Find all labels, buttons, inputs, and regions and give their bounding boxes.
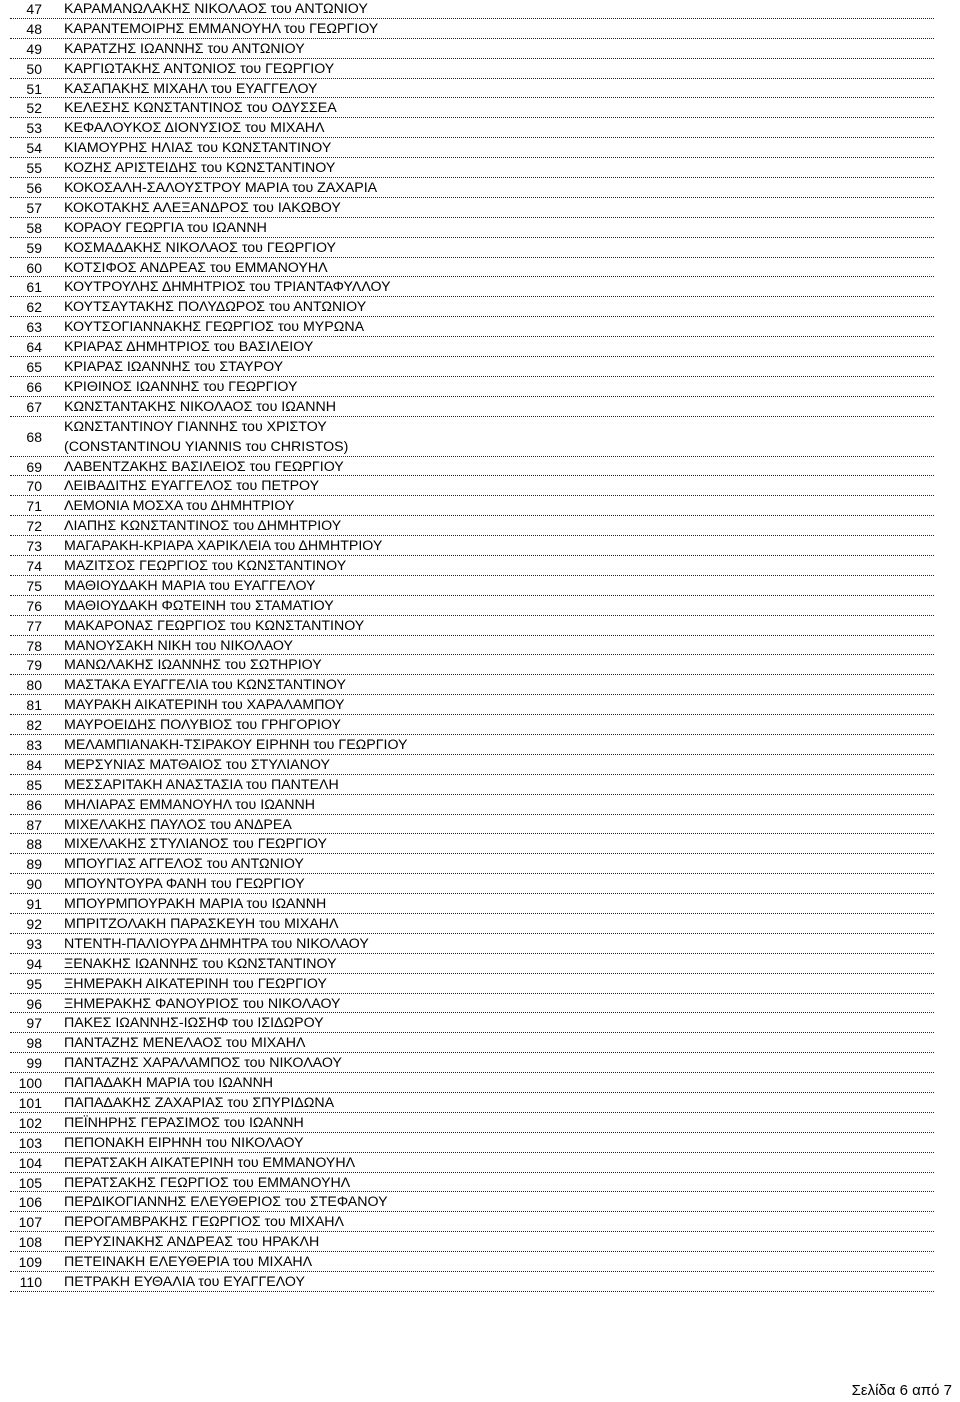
list-item	[0, 40, 960, 60]
dotted-divider	[10, 376, 934, 377]
dotted-divider	[10, 137, 934, 138]
list-item	[0, 1094, 960, 1114]
entry-number: 82	[26, 717, 42, 734]
entry-name	[64, 418, 348, 458]
entry-number: 79	[26, 657, 42, 674]
entry-name-line: ΜΑΥΡΟΕΙΔΗΣ ΠΟΛΥΒΙΟΣ του ΓΡΗΓΟΡΙΟΥ	[64, 717, 341, 734]
list-item	[0, 477, 960, 497]
entry-number: 76	[26, 597, 42, 614]
list-item	[0, 0, 960, 20]
dotted-divider	[10, 1132, 934, 1133]
dotted-divider	[10, 78, 934, 79]
entry-name-line: ΜΑΘΙΟΥΔΑΚΗ ΜΑΡΙΑ του ΕΥΑΓΓΕΛΟΥ	[64, 577, 316, 594]
entry-number: 75	[26, 577, 42, 594]
dotted-divider	[10, 18, 934, 19]
entry-name-line: ΛΑΒΕΝΤΖΑΚΗΣ ΒΑΣΙΛΕΙΟΣ του ΓΕΩΡΓΙΟΥ	[64, 458, 344, 475]
entry-number: 56	[26, 180, 42, 197]
entry-number: 69	[26, 458, 42, 475]
dotted-divider	[10, 237, 934, 238]
dotted-divider	[10, 1152, 934, 1153]
entry-name-line: ΚΕΛΕΣΗΣ ΚΩΝΣΤΑΝΤΙΝΟΣ του ΟΔΥΣΣΕΑ	[64, 100, 337, 117]
list-item	[0, 1074, 960, 1094]
list-item	[0, 557, 960, 577]
dotted-divider	[10, 257, 934, 258]
list-item	[0, 358, 960, 378]
entry-number: 71	[26, 498, 42, 515]
entry-number: 49	[26, 40, 42, 57]
dotted-divider	[10, 575, 934, 576]
list-item	[0, 796, 960, 816]
entry-name-line: ΚΡΙΘΙΝΟΣ ΙΩΑΝΝΗΣ του ΓΕΩΡΓΙΟΥ	[64, 378, 298, 395]
dotted-divider	[10, 1271, 934, 1272]
entry-name-line: ΚΑΡΑΝΤΕΜΟΙΡΗΣ ΕΜΜΑΝΟΥΗΛ του ΓΕΩΡΓΙΟΥ	[64, 20, 379, 37]
entry-number: 53	[26, 120, 42, 137]
entry-name-line: ΝΤΕΝΤΗ-ΠΑΛΙΟΥΡΑ ΔΗΜΗΤΡΑ του ΝΙΚΟΛΑΟΥ	[64, 935, 369, 952]
entry-number: 86	[26, 796, 42, 813]
entry-name-line: ΚΟΤΣΙΦΟΣ ΑΝΔΡΕΑΣ του ΕΜΜΑΝΟΥΗΛ	[64, 259, 328, 276]
dotted-divider	[10, 694, 934, 695]
entry-name-line: ΚΑΡΓΙΩΤΑΚΗΣ ΑΝΤΩΝΙΟΣ του ΓΕΩΡΓΙΟΥ	[64, 60, 335, 77]
dotted-divider	[10, 396, 934, 397]
list-item	[0, 219, 960, 239]
dotted-divider	[10, 416, 934, 417]
entry-name-line: ΠΕΡΑΤΣΑΚΗΣ ΓΕΩΡΓΙΟΣ του ΕΜΜΑΝΟΥΗΛ	[64, 1174, 351, 1191]
list-item	[0, 975, 960, 995]
dotted-divider	[10, 1072, 934, 1073]
dotted-divider	[10, 714, 934, 715]
entry-number: 72	[26, 518, 42, 535]
entry-name-line: ΠΕΡΑΤΣΑΚΗ ΑΙΚΑΤΕΡΙΝΗ του ΕΜΜΑΝΟΥΗΛ	[64, 1154, 356, 1171]
page-number: Σελίδα 6 από 7	[851, 1382, 952, 1399]
list-item	[0, 1253, 960, 1273]
entry-number: 110	[19, 1274, 42, 1291]
dotted-divider	[10, 833, 934, 834]
entry-name-line: ΠΑΠΑΔΑΚΗΣ ΖΑΧΑΡΙΑΣ του ΣΠΥΡΙΔΩΝΑ	[64, 1095, 335, 1111]
list-item	[0, 60, 960, 80]
list-item	[0, 895, 960, 915]
entry-name-line: ΚΟΣΜΑΔΑΚΗΣ ΝΙΚΟΛΑΟΣ του ΓΕΩΡΓΙΟΥ	[64, 239, 336, 256]
entry-name-line: (CONSTANTINOU YIANNIS του CHRISTOS)	[64, 438, 349, 455]
list-item	[0, 259, 960, 279]
list-item	[0, 756, 960, 776]
dotted-divider	[10, 197, 934, 198]
dotted-divider	[10, 1092, 934, 1093]
entry-name-line: ΚΡΙΑΡΑΣ ΙΩΑΝΝΗΣ του ΣΤΑΥΡΟΥ	[64, 359, 284, 376]
entry-number: 57	[26, 199, 42, 216]
list-item	[0, 239, 960, 259]
dotted-divider	[10, 853, 934, 854]
entry-number: 103	[18, 1134, 42, 1151]
list-item	[0, 656, 960, 676]
entry-number: 47	[26, 1, 42, 17]
entry-name-line: ΜΙΧΕΛΑΚΗΣ ΣΤΥΛΙΑΝΟΣ του ΓΕΩΡΓΙΟΥ	[64, 836, 327, 853]
entry-name-line: ΞΕΝΑΚΗΣ ΙΩΑΝΝΗΣ του ΚΩΝΣΤΑΝΤΙΝΟΥ	[64, 955, 337, 972]
entry-name-line: ΞΗΜΕΡΑΚΗ ΑΙΚΑΤΕΡΙΝΗ του ΓΕΩΡΓΙΟΥ	[64, 975, 327, 992]
list-item	[0, 418, 960, 458]
entry-name-line: ΠΕΡΔΙΚΟΓΙΑΝΝΗΣ ΕΛΕΥΘΕΡΙΟΣ του ΣΤΕΦΑΝΟΥ	[64, 1194, 388, 1211]
list-item	[0, 119, 960, 139]
entry-number: 58	[26, 219, 42, 236]
dotted-divider	[10, 515, 934, 516]
list-item	[0, 955, 960, 975]
entry-number: 55	[26, 160, 42, 177]
dotted-divider	[10, 157, 934, 158]
dotted-divider	[10, 1251, 934, 1252]
list-item	[0, 617, 960, 637]
dotted-divider	[10, 356, 934, 357]
entry-name-line: ΜΑΝΟΥΣΑΚΗ ΝΙΚΗ του ΝΙΚΟΛΑΟΥ	[64, 637, 293, 654]
dotted-divider	[10, 953, 934, 954]
entry-number: 109	[18, 1254, 42, 1271]
entry-number: 84	[26, 756, 42, 773]
entry-name-line: ΞΗΜΕΡΑΚΗΣ ΦΑΝΟΥΡΙΟΣ του ΝΙΚΟΛΑΟΥ	[64, 995, 341, 1012]
entry-name-line: ΜΠΡΙΤΖΟΛΑΚΗ ΠΑΡΑΣΚΕΥΗ του ΜΙΧΑΗΛ	[64, 915, 339, 932]
list-item	[0, 1134, 960, 1154]
entry-name-line: ΜΠΟΥΡΜΠΟΥΡΑΚΗ ΜΑΡΙΑ του ΙΩΑΝΝΗ	[64, 896, 327, 913]
entry-number: 99	[26, 1055, 42, 1072]
dotted-divider	[10, 555, 934, 556]
entry-name-line: ΠΕΡΥΣΙΝΑΚΗΣ ΑΝΔΡΕΑΣ του ΗΡΑΚΛΗ	[64, 1234, 320, 1251]
list-item	[0, 298, 960, 318]
entry-name-line: ΠΑΚΕΣ ΙΩΑΝΝΗΣ-ΙΩΣΗΦ του ΙΣΙΔΩΡΟΥ	[64, 1015, 324, 1032]
entry-number: 60	[26, 259, 42, 276]
entry-name-line: ΚΟΚΟΣΑΛΗ-ΣΑΛΟΥΣΤΡΟΥ ΜΑΡΙΑ του ΖΑΧΑΡΙΑ	[64, 180, 378, 197]
entry-name-line: ΚΙΑΜΟΥΡΗΣ ΗΛΙΑΣ του ΚΩΝΣΤΑΝΤΙΝΟΥ	[64, 140, 332, 157]
dotted-divider	[10, 1012, 934, 1013]
list-item	[0, 1233, 960, 1253]
list-item	[0, 139, 960, 159]
dotted-divider	[10, 495, 934, 496]
entry-name-line: ΠΕΪΝΗΡΗΣ ΓΕΡΑΣΙΜΟΣ του ΙΩΑΝΝΗ	[64, 1114, 304, 1131]
entry-number: 88	[26, 836, 42, 853]
entry-number: 73	[26, 538, 42, 555]
dotted-divider	[10, 316, 934, 317]
entry-name-line: ΜΑΘΙΟΥΔΑΚΗ ΦΩΤΕΙΝΗ του ΣΤΑΜΑΤΙΟΥ	[64, 597, 334, 614]
entry-number: 107	[18, 1214, 42, 1231]
entry-number: 48	[26, 20, 42, 37]
dotted-divider	[10, 38, 934, 39]
entry-number: 54	[26, 140, 42, 157]
list-item	[0, 537, 960, 557]
dotted-divider	[10, 734, 934, 735]
list-item	[0, 835, 960, 855]
list-item	[0, 398, 960, 418]
dotted-divider	[10, 1211, 934, 1212]
entry-number: 67	[26, 398, 42, 415]
list-item	[0, 716, 960, 736]
dotted-divider	[10, 276, 934, 277]
entry-name-line: ΠΕΡΟΓΑΜΒΡΑΚΗΣ ΓΕΩΡΓΙΟΣ του ΜΙΧΑΗΛ	[64, 1214, 345, 1231]
entry-number: 65	[26, 359, 42, 376]
list-item	[0, 637, 960, 657]
entry-name-line: ΜΠΟΥΝΤΟΥΡΑ ΦΑΝΗ του ΓΕΩΡΓΙΟΥ	[64, 876, 305, 893]
dotted-divider	[10, 794, 934, 795]
list-item	[0, 676, 960, 696]
dotted-divider	[10, 814, 934, 815]
entry-number: 102	[18, 1114, 42, 1131]
list-item	[0, 915, 960, 935]
entry-name-line: ΚΟΖΗΣ ΑΡΙΣΤΕΙΔΗΣ του ΚΩΝΣΤΑΝΤΙΝΟΥ	[64, 160, 336, 177]
list-item	[0, 1034, 960, 1054]
dotted-divider	[10, 973, 934, 974]
entry-name-line: ΚΩΝΣΤΑΝΤΙΝΟΥ ΓΙΑΝΝΗΣ του ΧΡΙΣΤΟΥ	[64, 418, 327, 435]
entry-number: 70	[26, 478, 42, 495]
dotted-divider	[10, 893, 934, 894]
dotted-divider	[10, 1112, 934, 1113]
dotted-divider	[10, 117, 934, 118]
entry-number: 87	[26, 816, 42, 833]
entry-number: 92	[26, 915, 42, 932]
list-item	[0, 597, 960, 617]
entry-name-line: ΜΕΣΣΑΡΙΤΑΚΗ ΑΝΑΣΤΑΣΙΑ του ΠΑΝΤΕΛΗ	[64, 776, 339, 793]
dotted-divider	[10, 1291, 934, 1292]
entry-number: 91	[26, 896, 42, 913]
dotted-divider	[10, 873, 934, 874]
entry-name-line: ΚΑΡΑΜΑΝΩΛΑΚΗΣ ΝΙΚΟΛΑΟΣ του ΑΝΤΩΝΙΟΥ	[64, 1, 368, 17]
entry-number: 66	[26, 378, 42, 395]
entry-number: 78	[26, 637, 42, 654]
dotted-divider	[10, 654, 934, 655]
entry-name-line: ΜΑΓΑΡΑΚΗ-ΚΡΙΑΡΑ ΧΑΡΙΚΛΕΙΑ του ΔΗΜΗΤΡΙΟΥ	[64, 538, 383, 555]
entry-number: 97	[26, 1015, 42, 1032]
list-item	[0, 80, 960, 100]
dotted-divider	[10, 595, 934, 596]
list-item	[0, 736, 960, 756]
list-item	[0, 855, 960, 875]
dotted-divider	[10, 535, 934, 536]
entry-name-line: ΠΕΤΡΑΚΗ ΕΥΘΑΛΙΑ του ΕΥΑΓΓΕΛΟΥ	[64, 1274, 305, 1291]
list-item	[0, 1154, 960, 1174]
list-item	[0, 1114, 960, 1134]
dotted-divider	[10, 336, 934, 337]
entry-number: 81	[26, 697, 42, 714]
entry-name-line: ΜΑΝΩΛΑΚΗΣ ΙΩΑΝΝΗΣ του ΣΩΤΗΡΙΟΥ	[64, 657, 322, 674]
entry-name-line: ΚΩΝΣΤΑΝΤΑΚΗΣ ΝΙΚΟΛΑΟΣ του ΙΩΑΝΝΗ	[64, 398, 337, 415]
dotted-divider	[10, 774, 934, 775]
dotted-divider	[10, 1172, 934, 1173]
dotted-divider	[10, 1231, 934, 1232]
list-item	[0, 517, 960, 537]
entry-name-line: ΠΑΝΤΑΖΗΣ ΜΕΝΕΛΑΟΣ του ΜΙΧΑΗΛ	[64, 1035, 306, 1052]
entry-name-line: ΚΑΣΑΠΑΚΗΣ ΜΙΧΑΗΛ του ΕΥΑΓΓΕΛΟΥ	[64, 80, 318, 97]
entry-name-line: ΜΑΥΡΑΚΗ ΑΙΚΑΤΕΡΙΝΗ του ΧΑΡΑΛΑΜΠΟΥ	[64, 697, 345, 714]
entry-number: 94	[26, 955, 42, 972]
entry-number: 77	[26, 617, 42, 634]
list-item	[0, 338, 960, 358]
dotted-divider	[10, 456, 934, 457]
dotted-divider	[10, 615, 934, 616]
dotted-divider	[10, 217, 934, 218]
list-item	[0, 1054, 960, 1074]
list-item	[0, 935, 960, 955]
entry-number: 89	[26, 856, 42, 873]
entry-name-line: ΜΠΟΥΓΙΑΣ ΑΓΓΕΛΟΣ του ΑΝΤΩΝΙΟΥ	[64, 856, 304, 873]
entry-name-line: ΜΑΚΑΡΟΝΑΣ ΓΕΩΡΓΙΟΣ του ΚΩΝΣΤΑΝΤΙΝΟΥ	[64, 617, 365, 634]
list-item	[0, 378, 960, 398]
entry-number: 104	[18, 1154, 42, 1171]
dotted-divider	[10, 475, 934, 476]
list-item	[0, 458, 960, 478]
entry-number: 83	[26, 736, 42, 753]
list-item	[0, 1014, 960, 1034]
list-item	[0, 1174, 960, 1194]
entry-number: 96	[26, 995, 42, 1012]
entry-name-line: ΛΕΜΟΝΙΑ ΜΟΣΧΑ του ΔΗΜΗΤΡΙΟΥ	[64, 498, 295, 515]
entry-number: 105	[18, 1174, 42, 1191]
entry-name-line: ΚΟΥΤΣΟΓΙΑΝΝΑΚΗΣ ΓΕΩΡΓΙΟΣ του ΜΥΡΩΝΑ	[64, 319, 365, 336]
entry-name-line: ΠΑΝΤΑΖΗΣ ΧΑΡΑΛΑΜΠΟΣ του ΝΙΚΟΛΑΟΥ	[64, 1055, 342, 1072]
dotted-divider	[10, 97, 934, 98]
entry-name-line: ΜΙΧΕΛΑΚΗΣ ΠΑΥΛΟΣ του ΑΝΔΡΕΑ	[64, 816, 292, 833]
dotted-divider	[10, 993, 934, 994]
list-item	[0, 199, 960, 219]
entry-name-line: ΚΟΚΟΤΑΚΗΣ ΑΛΕΞΑΝΔΡΟΣ του ΙΑΚΩΒΟΥ	[64, 199, 341, 216]
list-item	[0, 577, 960, 597]
list-item	[0, 278, 960, 298]
entry-name-line: ΚΟΥΤΡΟΥΛΗΣ ΔΗΜΗΤΡΙΟΣ του ΤΡΙΑΝΤΑΦΥΛΛΟΥ	[64, 279, 391, 296]
list-item	[0, 318, 960, 338]
entry-name-line: ΜΕΛΑΜΠΙΑΝΑΚΗ-ΤΣΙΡΑΚΟΥ ΕΙΡΗΝΗ του ΓΕΩΡΓΙΟΥ	[64, 736, 408, 753]
entry-number: 59	[26, 239, 42, 256]
entry-number: 80	[26, 677, 42, 694]
list-item	[0, 1193, 960, 1213]
entry-number: 50	[26, 60, 42, 77]
entry-number: 98	[26, 1035, 42, 1052]
entry-name-line: ΠΕΤΕΙΝΑΚΗ ΕΛΕΥΘΕΡΙΑ του ΜΙΧΑΗΛ	[64, 1254, 313, 1271]
dotted-divider	[10, 674, 934, 675]
dotted-divider	[10, 1191, 934, 1192]
entry-number: 68	[26, 428, 42, 445]
dotted-divider	[10, 58, 934, 59]
entry-name-line: ΠΑΠΑΔΑΚΗ ΜΑΡΙΑ του ΙΩΑΝΝΗ	[64, 1075, 274, 1092]
entry-number: 51	[26, 80, 42, 97]
list-item	[0, 816, 960, 836]
entry-number: 101	[18, 1095, 42, 1111]
dotted-divider	[10, 933, 934, 934]
list-item	[0, 159, 960, 179]
entry-name-line: ΜΑΖΙΤΣΟΣ ΓΕΩΡΓΙΟΣ του ΚΩΝΣΤΑΝΤΙΝΟΥ	[64, 557, 347, 574]
entry-name-line: ΚΡΙΑΡΑΣ ΔΗΜΗΤΡΙΟΣ του ΒΑΣΙΛΕΙΟΥ	[64, 339, 314, 356]
entry-number: 85	[26, 776, 42, 793]
dotted-divider	[10, 913, 934, 914]
entry-name-line: ΜΕΡΣΥΝΙΑΣ ΜΑΤΘΑΙΟΣ του ΣΤΥΛΙΑΝΟΥ	[64, 756, 330, 773]
entry-name-line: ΚΟΡΑΟΥ ΓΕΩΡΓΙΑ του ΙΩΑΝΝΗ	[64, 219, 267, 236]
list-item	[0, 696, 960, 716]
dotted-divider	[10, 1052, 934, 1053]
entry-name-line: ΠΕΠΟΝΑΚΗ ΕΙΡΗΝΗ του ΝΙΚΟΛΑΟΥ	[64, 1134, 304, 1151]
dotted-divider	[10, 754, 934, 755]
entry-name-line: ΛΕΙΒΑΔΙΤΗΣ ΕΥΑΓΓΕΛΟΣ του ΠΕΤΡΟΥ	[64, 478, 320, 495]
entry-number: 95	[26, 975, 42, 992]
dotted-divider	[10, 177, 934, 178]
list-item	[0, 99, 960, 119]
entry-number: 106	[18, 1194, 42, 1211]
dotted-divider	[10, 296, 934, 297]
list-item	[0, 497, 960, 517]
entry-name-line: ΜΗΛΙΑΡΑΣ ΕΜΜΑΝΟΥΗΛ του ΙΩΑΝΝΗ	[64, 796, 316, 813]
list-item	[0, 776, 960, 796]
list-item	[0, 1273, 960, 1293]
entry-number: 108	[18, 1234, 42, 1251]
list-item	[0, 179, 960, 199]
entry-number: 74	[26, 557, 42, 574]
entry-number: 52	[26, 100, 42, 117]
entry-name-line: ΚΟΥΤΣΑΥΤΑΚΗΣ ΠΟΛΥΔΩΡΟΣ του ΑΝΤΩΝΙΟΥ	[64, 299, 367, 316]
entry-number: 61	[26, 279, 42, 296]
entry-name-line: ΜΑΣΤΑΚΑ ΕΥΑΓΓΕΛΙΑ του ΚΩΝΣΤΑΝΤΙΝΟΥ	[64, 677, 346, 694]
entry-name-line: ΛΙΑΠΗΣ ΚΩΝΣΤΑΝΤΙΝΟΣ του ΔΗΜΗΤΡΙΟΥ	[64, 518, 342, 535]
list-item	[0, 1213, 960, 1233]
entry-number: 62	[26, 299, 42, 316]
entry-name-line: ΚΕΦΑΛΟΥΚΟΣ ΔΙΟΝΥΣΙΟΣ του ΜΙΧΑΗΛ	[64, 120, 325, 137]
entry-number: 100	[18, 1075, 42, 1092]
entry-number: 63	[26, 319, 42, 336]
entry-number: 93	[26, 935, 42, 952]
entry-number: 64	[26, 339, 42, 356]
dotted-divider	[10, 635, 934, 636]
list-item	[0, 20, 960, 40]
list-item	[0, 995, 960, 1015]
entry-name-line: ΚΑΡΑΤΖΗΣ ΙΩΑΝΝΗΣ του ΑΝΤΩΝΙΟΥ	[64, 40, 305, 57]
dotted-divider	[10, 1032, 934, 1033]
list-item	[0, 875, 960, 895]
entry-number: 90	[26, 876, 42, 893]
